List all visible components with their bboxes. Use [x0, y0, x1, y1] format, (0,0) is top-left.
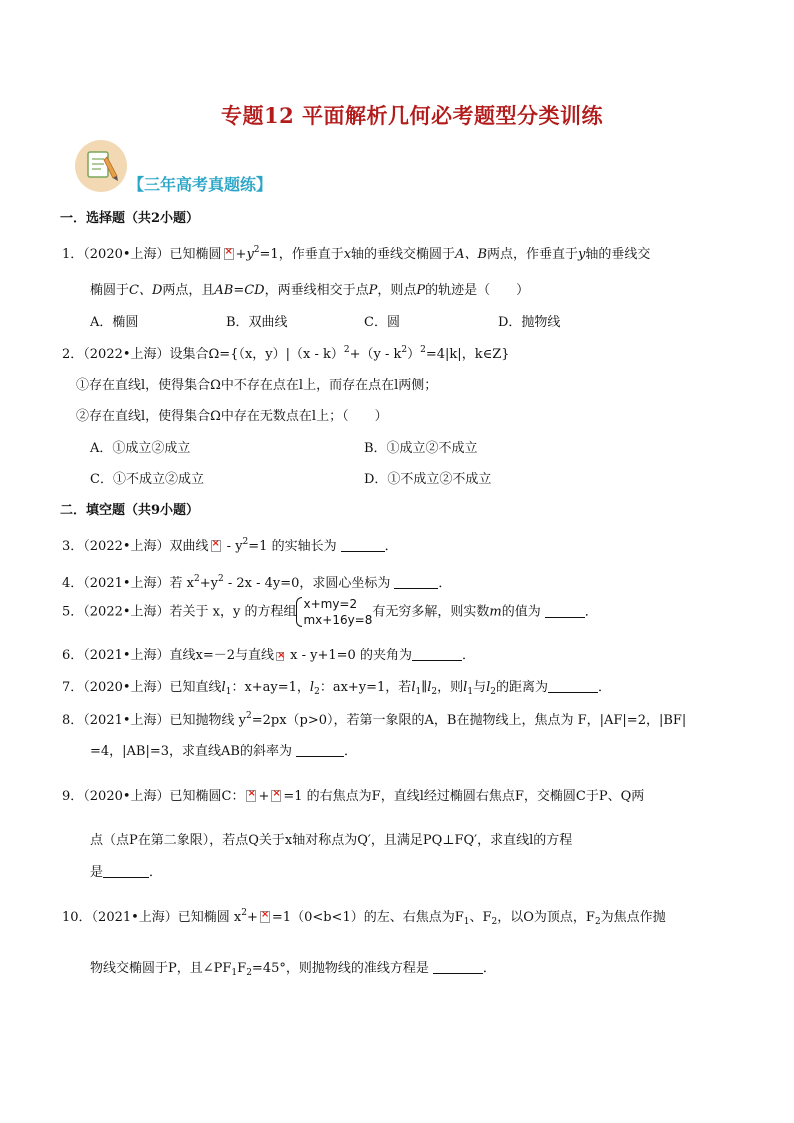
section-heading-choice: 一．选择题（共2小题）: [60, 211, 200, 226]
broken-formula-icon: [260, 911, 270, 923]
question-1-line-2: 椭圆于C、D两点，且AB=CD，两垂线相交于点P，则点P的轨迹是（ ）: [90, 283, 530, 298]
answer-blank[interactable]: [341, 539, 385, 552]
equation-system: x+my=2 mx+16y=8: [296, 596, 372, 628]
question-9-line-2: 点（点P在第二象限），若点Q关于x轴对称点为Q′，且满足PQ⊥FQ′，求直线l的方程: [90, 833, 573, 848]
question-2-statement-1: ①存在直线l，使得集合Ω中不存在点在l上，而存在点在l两侧；: [76, 378, 438, 393]
question-2-statement-2: ②存在直线l，使得集合Ω中存在无数点在l上；（ ）: [76, 409, 388, 424]
broken-formula-icon: [276, 652, 284, 661]
answer-blank[interactable]: [394, 576, 438, 589]
answer-blank[interactable]: [545, 605, 585, 618]
question-10-line-2: 物线交椭圆于P，且$\angle PF_1F_2=45^\circ$，则抛物线的准线方程是 ．: [90, 961, 496, 978]
question-2-line-1: 2．（2022•上海）设集合Ω={（x，$y)|(x - k)^2+(y - k^2)^2=4|k|$，k∈Z}: [62, 345, 510, 362]
q2-option-d[interactable]: D．①不成立②不成立: [364, 472, 492, 487]
question-8-line-2: =4，|AB|=3，求直线AB的斜率为 ．: [90, 744, 357, 759]
question-9-line-1: 9．（2020•上海）已知椭圆C：× +× =1 的右焦点为F，直线l经过椭圆右焦点F，交椭圆C于P、Q两: [62, 785, 644, 804]
question-10-line-1: 10．（2021•上海）已知椭圆 $x^2+\times =1(0<b<1)$的左、右焦点为$F_1$、$F_2$，以O为顶点，$F_2$为焦点作抛: [62, 906, 666, 927]
question-6: 6．（2021•上海）直线x=－2与直线× x - y+1=0 的夹角为 ．: [62, 644, 475, 663]
broken-formula-icon: [246, 790, 256, 802]
q1-option-d[interactable]: D．抛物线: [498, 315, 561, 330]
question-1-line-1: 1．（2020•上海）已知椭圆× $+y^2=1$，作垂直于x轴的垂线交椭圆于A、B两点，作垂直于y轴的垂线交: [62, 243, 650, 262]
broken-formula-icon: [211, 540, 221, 552]
section-heading-fill: 二．填空题（共9小题）: [60, 503, 200, 518]
section-banner: 【三年高考真题练】: [128, 175, 273, 194]
q1-option-c[interactable]: C．圆: [364, 315, 400, 330]
answer-blank[interactable]: [548, 680, 598, 693]
q2-option-a[interactable]: A．①成立②成立: [90, 441, 191, 456]
question-8-line-1: 8．（2021•上海）已知抛物线 $y^2=2px(p>0)$，若第一象限的A，B在抛物线上，焦点为 F，|AF|=2，|BF|: [62, 711, 687, 728]
answer-blank[interactable]: [103, 865, 149, 878]
answer-blank[interactable]: [433, 961, 483, 974]
q2-option-c[interactable]: C．①不成立②成立: [90, 472, 204, 487]
broken-formula-icon: [224, 248, 234, 260]
question-4: 4．（2021•上海）若 $x^2+y^2 - 2x - 4y=0$，求圆心坐标为 ．: [62, 574, 452, 591]
notebook-logo-icon: [74, 139, 128, 193]
q2-option-b[interactable]: B．①成立②不成立: [364, 441, 478, 456]
broken-formula-icon: [271, 790, 281, 802]
answer-blank[interactable]: [412, 648, 462, 661]
question-7: 7．（2020•上海）已知直线$l_1$：x+ay=1，$l_2$：ax+y=1，若$l_1\parallel l_2$，则$l_1$与$l_2$的距离为 ．: [62, 680, 612, 697]
answer-blank[interactable]: [296, 744, 344, 757]
question-3: 3．（2022•上海）双曲线× - $y^2=1$ 的实轴长为 ．: [62, 535, 398, 554]
q1-option-a[interactable]: A．椭圆: [90, 315, 139, 330]
question-5: 5．（2022•上海）若关于 x，y 的方程组x+my=2 mx+16y=8有无穷多解，则实数m的值为 ．: [62, 597, 598, 627]
q1-option-b[interactable]: B．双曲线: [226, 315, 288, 330]
page-title: 专题12 平面解析几何必考题型分类训练: [220, 103, 604, 128]
question-9-line-3: 是 ．: [90, 865, 163, 880]
